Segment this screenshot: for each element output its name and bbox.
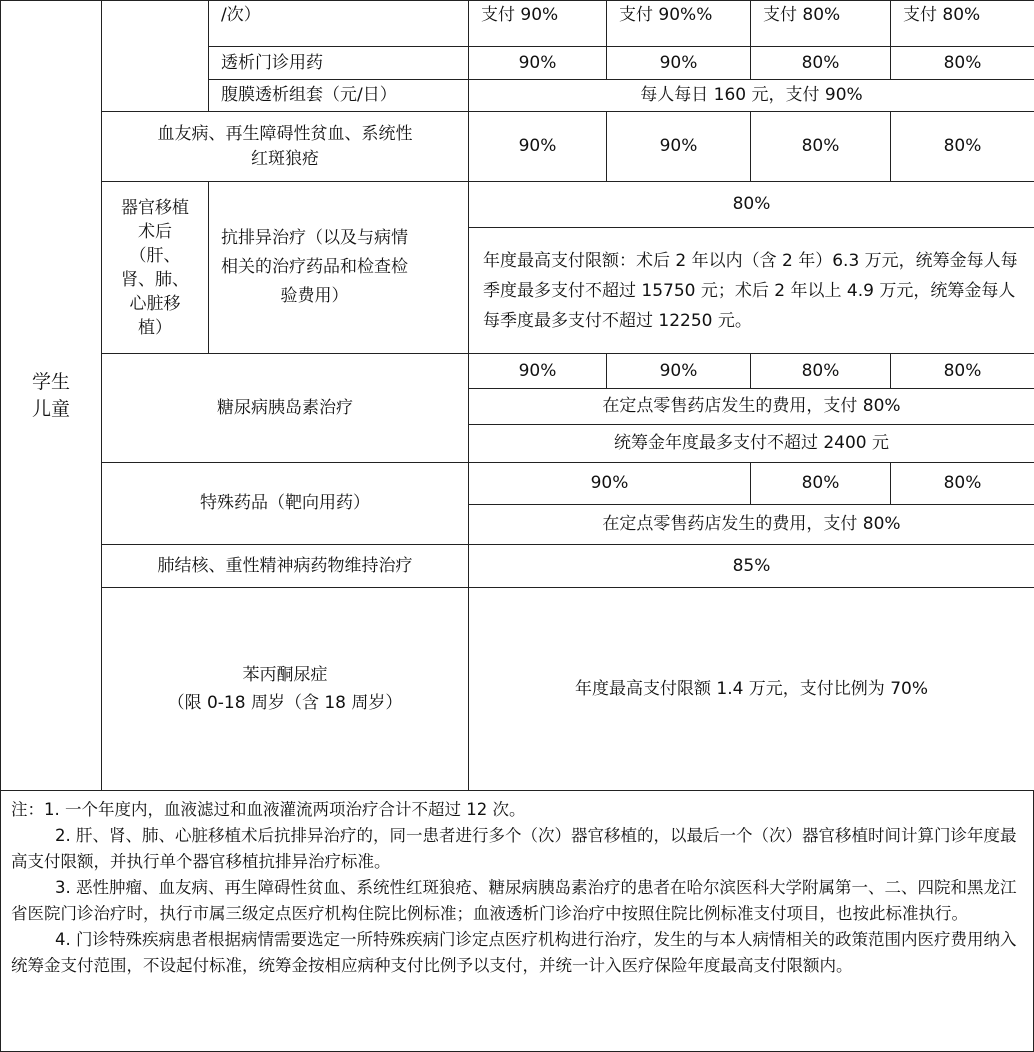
dialysis-row2-value-1: 90% [469, 47, 607, 80]
transplant-group-text: 器官移植 术后 （肝、 肾、肺、 心脏移 植） [121, 198, 189, 338]
hemophilia-value-4: 80% [891, 112, 1034, 182]
tb-label: 肺结核、重性精神病药物维持治疗 [102, 545, 469, 588]
transplant-label [209, 182, 469, 354]
dialysis-row1-value-1: 支付 90% [469, 1, 607, 47]
dialysis-group-cell [102, 1, 209, 112]
dialysis-row2-label: 透析门诊用药 [209, 47, 469, 80]
table-row [1, 1, 1034, 47]
hemophilia-value-2: 90% [607, 112, 751, 182]
note-4-text: 4. 门诊特殊疾病患者根据病情需要选定一所特殊疾病门诊定点医疗机构进行治疗，发生的与本人病情相关的政策范围内医疗费用纳入统筹金支付范围，不设起付标准，统筹金按相应病种支付比例予以支付，并统一计入医疗保险年度最高支付限额内。 [11, 930, 1017, 975]
table-row [1, 588, 1034, 791]
note-3 [11, 875, 1025, 927]
pku-label [102, 588, 469, 791]
note-1: 注：1. 一个年度内，血液滤过和血液灌流两项治疗合计不超过 12 次。 [11, 797, 1025, 823]
special-drugs-value-3: 80% [891, 463, 1034, 505]
note-4 [11, 927, 1025, 979]
diabetes-value-4: 80% [891, 354, 1034, 389]
dialysis-row1-value-3: 支付 80% [751, 1, 891, 47]
category-label: 学生 儿童 [32, 371, 70, 420]
special-drugs-value-1: 90% [469, 463, 751, 505]
dialysis-row1-value-4: 支付 80% [891, 1, 1034, 47]
diabetes-value-1: 90% [469, 354, 607, 389]
note-3-text: 3. 恶性肿瘤、血友病、再生障碍性贫血、系统性红斑狼疮、糖尿病胰岛素治疗的患者在哈尔滨医科大学附属第一、二、四院和黑龙江省医院门诊治疗时，执行市属三级定点医疗机构住院比例标准；血液透析门诊治疗中按照住院比例标准支付项目，也按此标准执行。 [11, 878, 1017, 923]
transplant-label-text: 抗排异治疗（以及与病情 相关的治疗药品和检查检 验费用） [221, 224, 408, 311]
diabetes-value-3: 80% [751, 354, 891, 389]
pku-text: 年度最高支付限额 1.4 万元，支付比例为 70% [469, 588, 1034, 791]
dialysis-row3-label: 腹膜透析组套（元/日） [209, 80, 469, 112]
category-cell [1, 1, 102, 791]
transplant-group-label [102, 182, 209, 354]
hemophilia-label [102, 112, 469, 182]
table-row [1, 463, 1034, 505]
special-drugs-label: 特殊药品（靶向用药） [102, 463, 469, 545]
pku-label-text: 苯丙酮尿症 （限 0-18 周岁（含 18 周岁） [168, 665, 403, 713]
dialysis-row2-value-4: 80% [891, 47, 1034, 80]
dialysis-row2-value-2: 90% [607, 47, 751, 80]
table-row [1, 112, 1034, 182]
table-row [1, 182, 1034, 228]
hemophilia-value-3: 80% [751, 112, 891, 182]
diabetes-value-2: 90% [607, 354, 751, 389]
dialysis-row3-merged: 每人每日 160 元，支付 90% [469, 80, 1034, 112]
diabetes-cap: 统筹金年度最多支付不超过 2400 元 [469, 425, 1034, 463]
dialysis-row1-value-2: 支付 90%% [607, 1, 751, 47]
table-row [1, 354, 1034, 389]
transplant-limit-text: 年度最高支付限额：术后 2 年以内（含 2 年）6.3 万元，统筹金每人每季度最多支付不超过 15750 元；术后 2 年以上 4.9 万元，统筹金每人每季度最多支付不超过 12250 元。 [483, 251, 1018, 331]
note-2-text: 2. 肝、肾、肺、心脏移植术后抗排异治疗的，同一患者进行多个（次）器官移植的，以最后一个（次）器官移植时间计算门诊年度最高支付限额，并执行单个器官移植抗排异治疗标准。 [11, 826, 1017, 871]
transplant-limit [469, 228, 1034, 354]
table-row [1, 545, 1034, 588]
tb-ratio: 85% [469, 545, 1034, 588]
special-drugs-retail: 在定点零售药店发生的费用，支付 80% [469, 505, 1034, 545]
diabetes-label: 糖尿病胰岛素治疗 [102, 354, 469, 463]
transplant-ratio: 80% [469, 182, 1034, 228]
dialysis-row1-label: /次） [209, 1, 469, 47]
hemophilia-value-1: 90% [469, 112, 607, 182]
special-drugs-value-2: 80% [751, 463, 891, 505]
note-2 [11, 823, 1025, 875]
hemophilia-label-text: 血友病、再生障碍性贫血、系统性 红斑狼疮 [158, 124, 413, 169]
dialysis-row2-value-3: 80% [751, 47, 891, 80]
diabetes-retail: 在定点零售药店发生的费用，支付 80% [469, 389, 1034, 425]
notes-section [0, 791, 1034, 1052]
